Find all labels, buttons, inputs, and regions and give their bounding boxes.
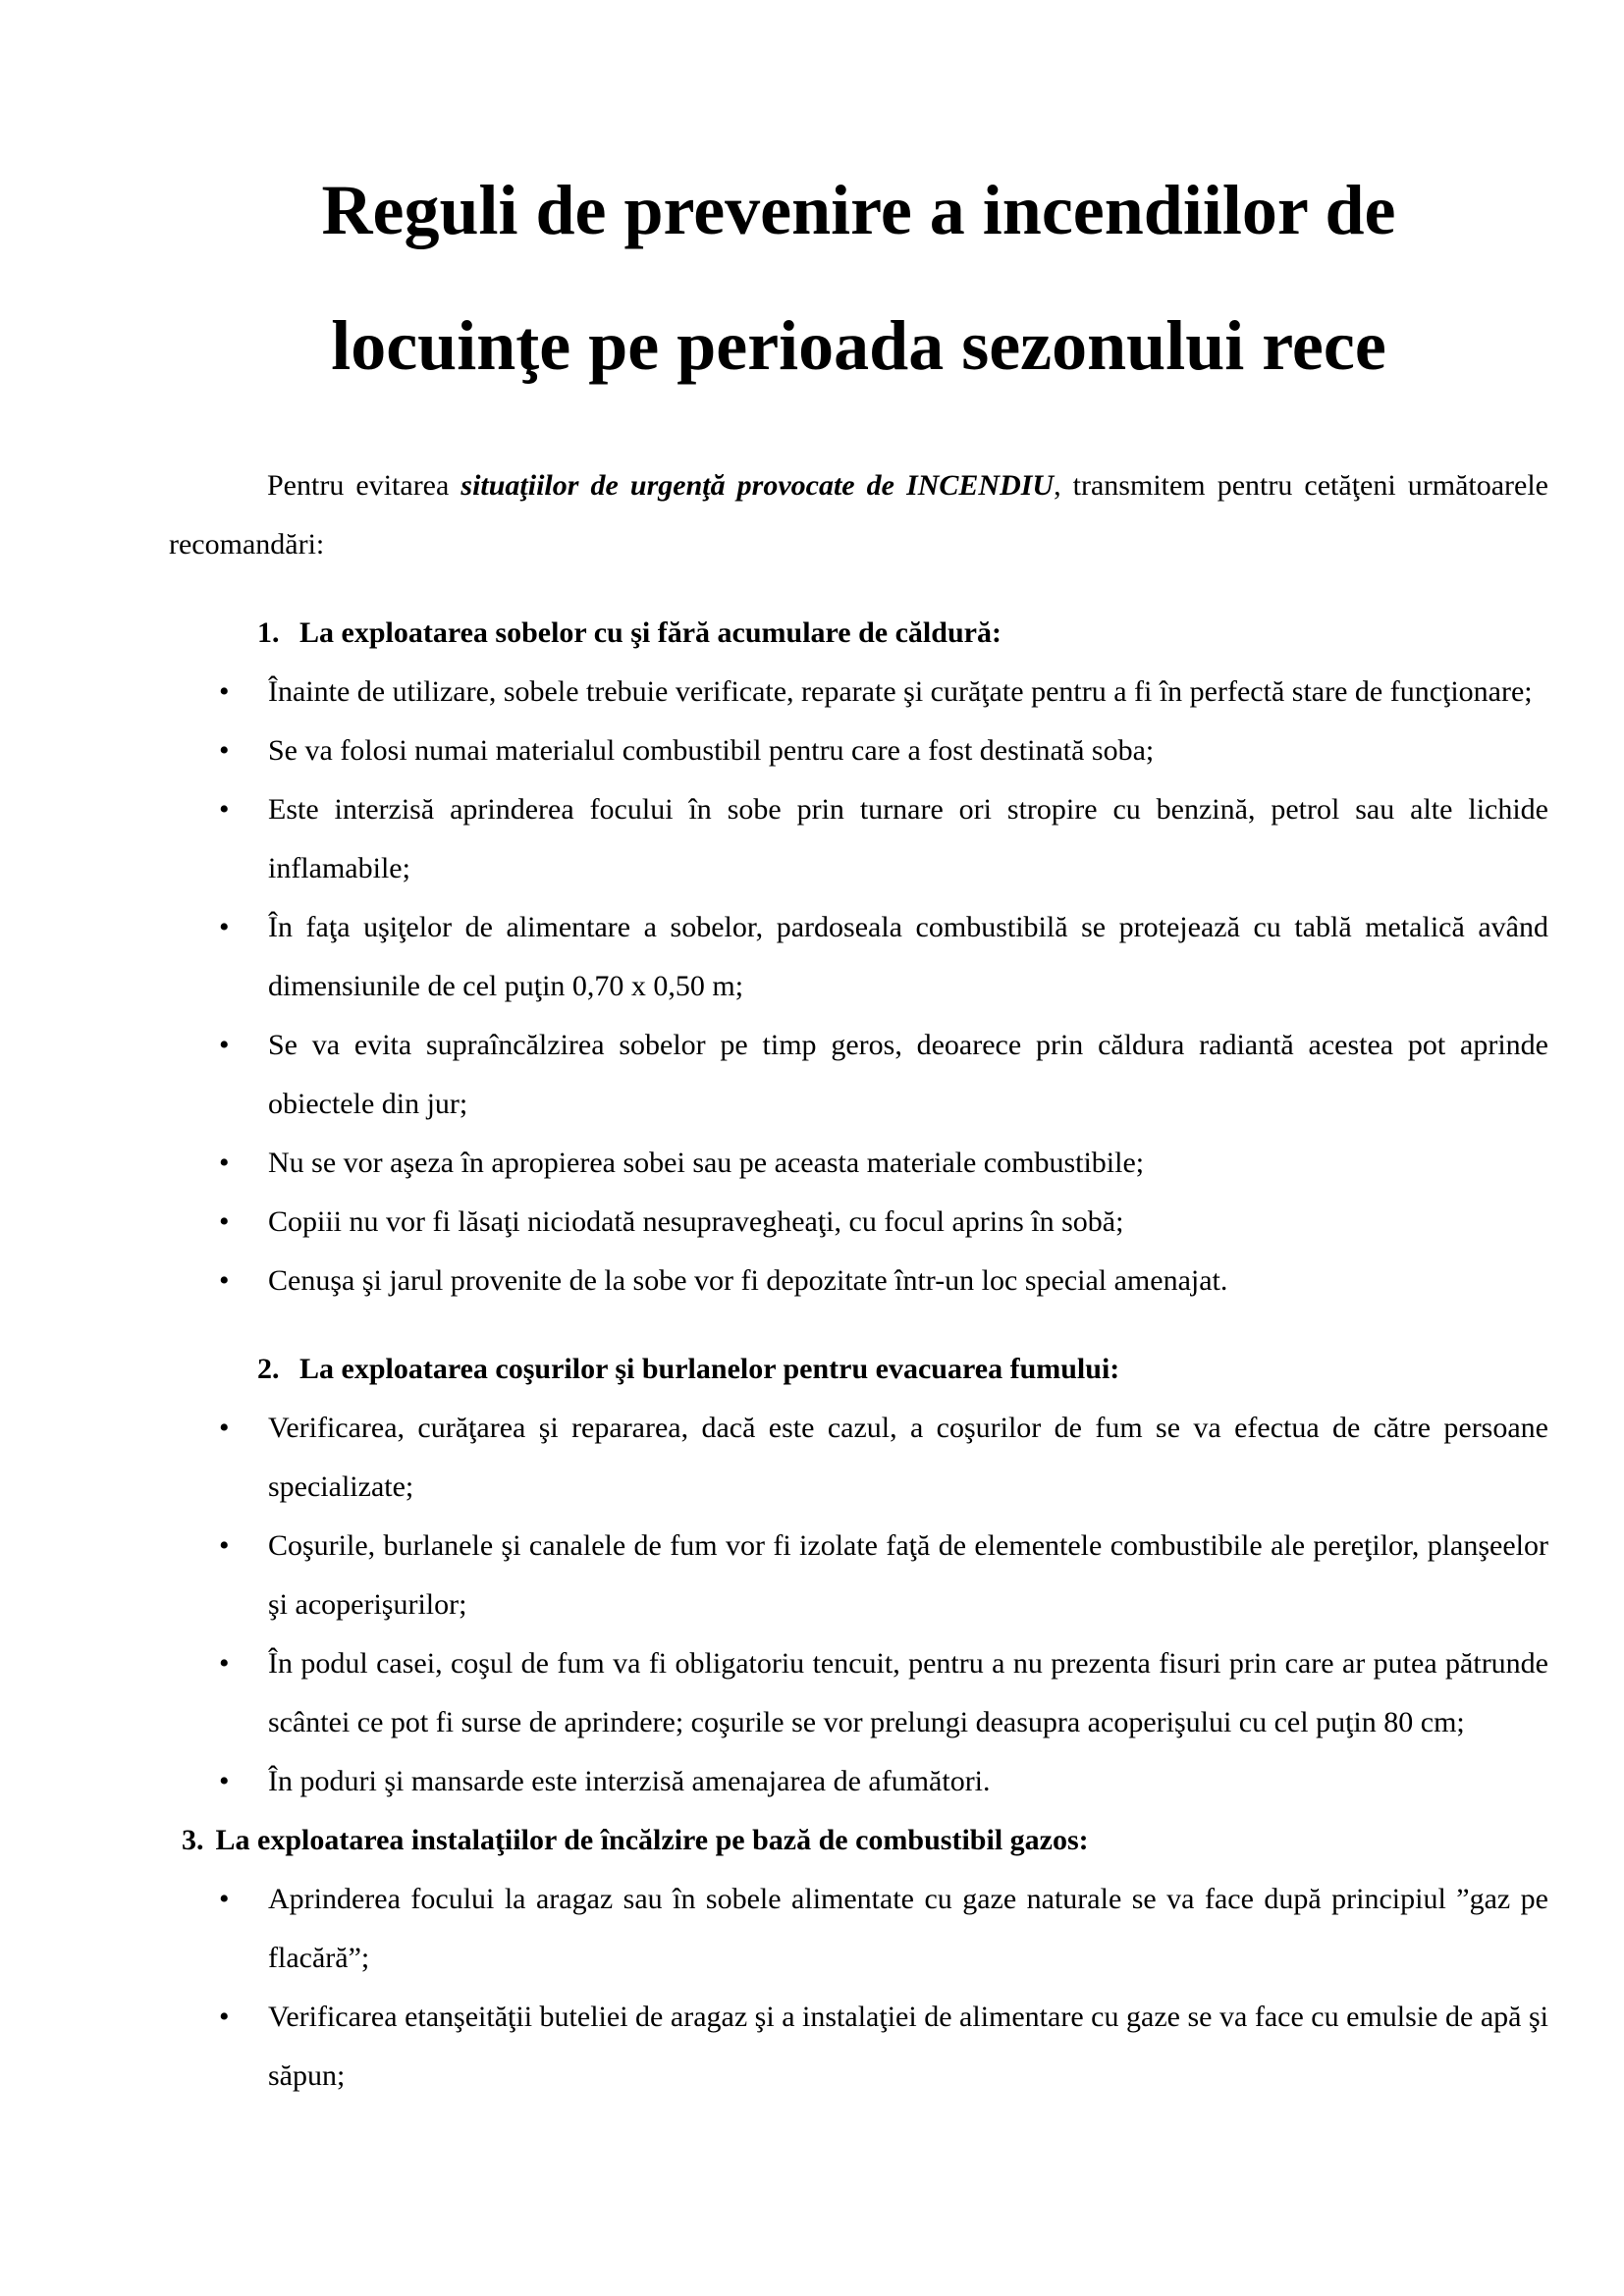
- section-1-number: 1.: [257, 616, 280, 649]
- bullet-icon: •: [219, 1647, 230, 1680]
- list-item-text: În faţa uşiţelor de alimentare a sobelor, pardoseala combustibilă se protejează cu tablă metalică având dimensiunile de cel puţin 0,70 x 0,50 m;: [268, 911, 1548, 1002]
- list-item: [169, 780, 1548, 898]
- section-2-title: La exploatarea coşurilor şi burlanelor pentru evacuarea fumului:: [299, 1353, 1120, 1385]
- title-line-1: Reguli de prevenire a incendiilor de: [321, 171, 1396, 249]
- title-line-2: locuinţe pe perioada sezonului rece: [331, 306, 1386, 385]
- list-item-text: Se va folosi numai materialul combustibil pentru care a fost destinată soba;: [268, 734, 1155, 767]
- list-item-text: Verificarea etanşeităţii buteliei de aragaz şi a instalaţiei de alimentare cu gaze se va face cu emulsie de apă şi săpun;: [268, 2001, 1548, 2092]
- list-item: [169, 663, 1548, 721]
- list-item: [169, 1399, 1548, 1517]
- list-item-text: Cenuşa şi jarul provenite de la sobe vor fi depozitate într-un loc special amenajat.: [268, 1264, 1228, 1297]
- list-item: [169, 1252, 1548, 1310]
- list-item-text: Nu se vor aşeza în apropierea sobei sau pe aceasta materiale combustibile;: [268, 1147, 1145, 1179]
- section-1-title: La exploatarea sobelor cu şi fără acumulare de căldură:: [299, 616, 1001, 649]
- bullet-icon: •: [219, 793, 230, 826]
- list-item: [169, 1134, 1548, 1193]
- list-item: [169, 1517, 1548, 1634]
- section-2-heading: [169, 1340, 1548, 1399]
- intro-paragraph: [169, 456, 1548, 574]
- list-item: [169, 1016, 1548, 1134]
- section-2-number: 2.: [257, 1353, 280, 1385]
- bullet-icon: •: [219, 1147, 230, 1179]
- bullet-icon: •: [219, 1765, 230, 1797]
- list-item-text: Se va evita supraîncălzirea sobelor pe timp geros, deoarece prin căldura radiantă acestea pot aprinde obiectele din jur;: [268, 1029, 1548, 1120]
- bullet-icon: •: [219, 675, 230, 708]
- list-item: [169, 721, 1548, 780]
- list-item-text: În poduri şi mansarde este interzisă amenajarea de afumători.: [268, 1765, 991, 1797]
- bullet-icon: •: [219, 1205, 230, 1238]
- section-3-heading: [182, 1811, 1548, 1870]
- list-item-text: Înainte de utilizare, sobele trebuie verificate, reparate şi curăţate pentru a fi în perfectă stare de funcţionare;: [268, 675, 1533, 708]
- list-item: [169, 898, 1548, 1016]
- list-item: [169, 1870, 1548, 1988]
- intro-text-before: Pentru evitarea: [267, 469, 461, 502]
- bullet-icon: •: [219, 1029, 230, 1061]
- list-item-text: Verificarea, curăţarea şi repararea, dacă este cazul, a coşurilor de fum se va efectua de către persoane specializate;: [268, 1412, 1548, 1503]
- list-item-text: Aprinderea focului la aragaz sau în sobele alimentate cu gaze naturale se va face după principiul ”gaz pe flacără”;: [268, 1883, 1548, 1974]
- intro-text-after: , transmitem pentru cetăţeni următoarele recomandări:: [169, 469, 1548, 561]
- bullet-icon: •: [219, 2001, 230, 2033]
- page-title: [169, 142, 1548, 413]
- list-item: [169, 1634, 1548, 1752]
- bullet-icon: •: [219, 1412, 230, 1444]
- list-item-text: Copiii nu vor fi lăsaţi niciodată nesupravegheaţi, cu focul aprins în sobă;: [268, 1205, 1124, 1238]
- list-item: [169, 1752, 1548, 1811]
- list-item-text: Coşurile, burlanele şi canalele de fum vor fi izolate faţă de elementele combustibile ale pereţilor, planşeelor şi acoperişurilor;: [268, 1529, 1548, 1621]
- list-item: [169, 1193, 1548, 1252]
- list-item-text: Este interzisă aprinderea focului în sobe prin turnare ori stropire cu benzină, petrol sau alte lichide inflamabile;: [268, 793, 1548, 884]
- bullet-icon: •: [219, 1264, 230, 1297]
- list-item-text: În podul casei, coşul de fum va fi obligatoriu tencuit, pentru a nu prezenta fisuri prin care ar putea pătrunde scântei ce pot fi surse de aprindere; coşurile se vor prelungi deasupra acoperişului cu cel puţin 80 cm;: [268, 1647, 1548, 1738]
- bullet-icon: •: [219, 1529, 230, 1562]
- list-item: [169, 1988, 1548, 2106]
- section-3-number: 3.: [182, 1824, 204, 1856]
- bullet-icon: •: [219, 734, 230, 767]
- intro-emphasis: situaţiilor de urgenţă provocate de INCENDIU: [460, 469, 1055, 502]
- section-3-title: La exploatarea instalaţiilor de încălzire pe bază de combustibil gazos:: [215, 1824, 1089, 1856]
- bullet-icon: •: [219, 911, 230, 943]
- bullet-icon: •: [219, 1883, 230, 1915]
- section-1-heading: [169, 604, 1548, 663]
